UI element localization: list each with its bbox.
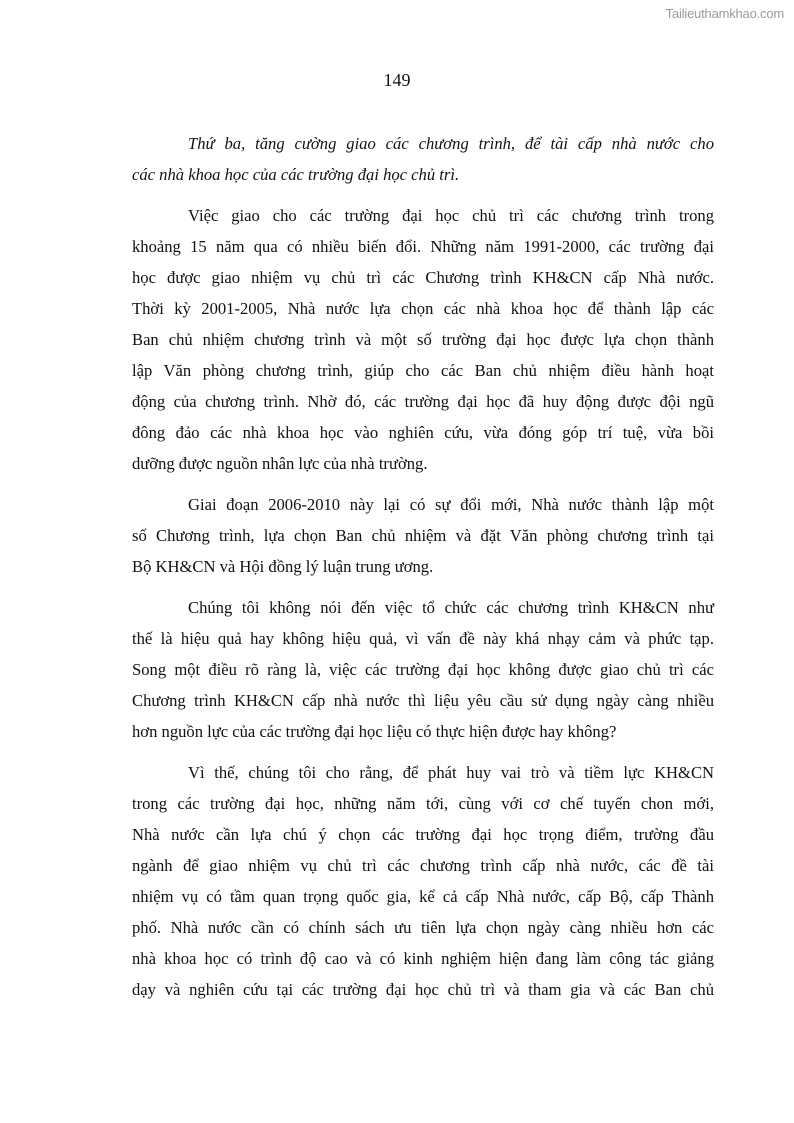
- text-line: hơn nguồn lực của các trường đại học liệu có thực hiện được hay không?: [132, 722, 617, 741]
- text-line: thế là hiệu quả hay không hiệu quả, vì vấn đề này khá nhạy cảm và phức tạp.: [132, 629, 714, 648]
- text-line: Việc giao cho các trường đại học chủ trì các chương trình trong: [188, 206, 714, 225]
- text-line: khoảng 15 năm qua có nhiều biến đổi. Những năm 1991-2000, các trường đại: [132, 237, 714, 256]
- text-line: Ban chủ nhiệm chương trình và một số trường đại học được lựa chọn thành: [132, 330, 714, 349]
- text-line: Song một điều rõ ràng là, việc các trường đại học không được giao chủ trì các: [132, 660, 714, 679]
- watermark: Tailieuthamkhao.com: [665, 6, 784, 21]
- text-line: học được giao nhiệm vụ chủ trì các Chương trình KH&CN cấp Nhà nước.: [132, 268, 714, 287]
- text-line: số Chương trình, lựa chọn Ban chủ nhiệm và đặt Văn phòng chương trình tại: [132, 526, 714, 545]
- text-line: Thứ ba, tăng cường giao các chương trình, để tài cấp nhà nước cho: [188, 134, 714, 153]
- text-line: nhiệm vụ có tầm quan trọng quốc gia, kể cả cấp Nhà nước, cấp Bộ, cấp Thành: [132, 887, 714, 906]
- text-line: Vì thế, chúng tôi cho rằng, để phát huy vai trò và tiềm lực KH&CN: [188, 763, 714, 782]
- text-line: các nhà khoa học của các trường đại học chủ trì.: [132, 165, 460, 184]
- text-line: trong các trường đại học, những năm tới, cùng với cơ chế tuyển chon mới,: [132, 794, 714, 813]
- text-line: phố. Nhà nước cần có chính sách ưu tiên lựa chọn ngày càng nhiều hơn các: [132, 918, 714, 937]
- text-line: động của chương trình. Nhờ đó, các trường đại học đã huy động được đội ngũ: [132, 392, 714, 411]
- section-heading-paragraph: [132, 128, 714, 190]
- text-line: đông đảo các nhà khoa học vào nghiên cứu, vừa đóng góp trí tuệ, vừa bồi: [132, 423, 714, 442]
- text-line: ngành để giao nhiệm vụ chủ trì các chương trình cấp nhà nước, các đề tài: [132, 856, 714, 875]
- body-paragraph: [132, 489, 714, 582]
- text-line: Chương trình KH&CN cấp nhà nước thì liệu yêu cầu sử dụng ngày càng nhiều: [132, 691, 714, 710]
- document-body: [132, 128, 714, 1015]
- text-line: dạy và nghiên cứu tại các trường đại học chủ trì và tham gia và các Ban chủ: [132, 980, 714, 999]
- text-line: Bộ KH&CN và Hội đồng lý luận trung ương.: [132, 557, 434, 576]
- text-line: Thời kỳ 2001-2005, Nhà nước lựa chọn các nhà khoa học để thành lập các: [132, 299, 714, 318]
- text-line: Nhà nước cần lựa chú ý chọn các trường đại học trọng điểm, trường đầu: [132, 825, 714, 844]
- body-paragraph: [132, 757, 714, 1005]
- text-line: lập Văn phòng chương trình, giúp cho các Ban chủ nhiệm điều hành hoạt: [132, 361, 714, 380]
- body-paragraph: [132, 200, 714, 479]
- text-line: dưỡng được nguồn nhân lực của nhà trường.: [132, 454, 428, 473]
- text-line: Chúng tôi không nói đến việc tổ chức các chương trình KH&CN như: [188, 598, 714, 617]
- text-line: nhà khoa học có trình độ cao và có kinh nghiệm hiện đang làm công tác giảng: [132, 949, 714, 968]
- body-paragraph: [132, 592, 714, 747]
- page-number: 149: [383, 70, 411, 90]
- text-line: Giai đoạn 2006-2010 này lại có sự đổi mới, Nhà nước thành lập một: [188, 495, 714, 514]
